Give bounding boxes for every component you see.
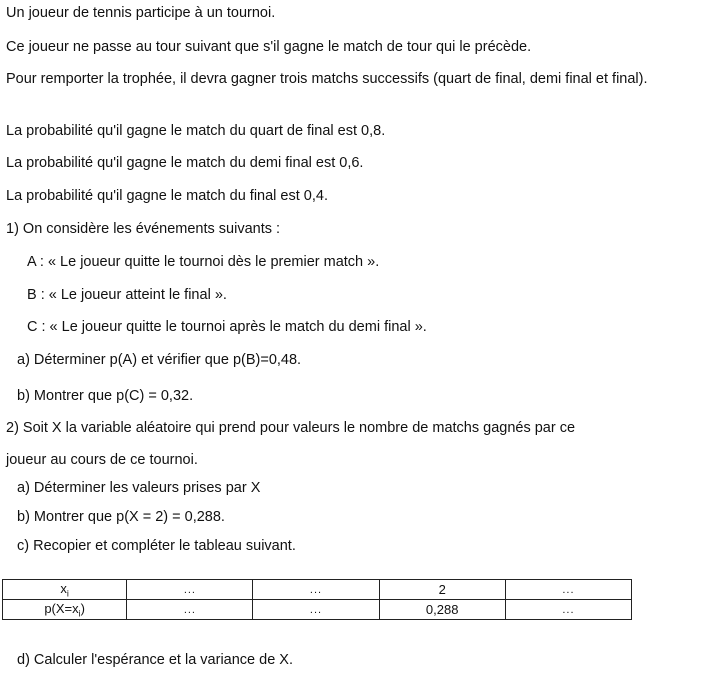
question-1-title: 1) On considère les événements suivants :	[6, 221, 281, 237]
question-2d: d) Calculer l'espérance et la variance de X.	[17, 652, 293, 668]
header-p-pre: p(X=x	[44, 600, 79, 616]
table-cell: ...	[253, 580, 379, 600]
question-1b: b) Montrer que p(C) = 0,32.	[17, 388, 194, 404]
question-2a: a) Déterminer les valeurs prises par X	[17, 480, 261, 496]
table-header-x	[3, 580, 127, 600]
probability-quarter: La probabilité qu'il gagne le match du quart de final est 0,8.	[6, 123, 386, 139]
table-row	[3, 600, 632, 620]
intro-line-1: Un joueur de tennis participe à un tournoi.	[6, 5, 276, 21]
table-header-p	[3, 600, 127, 620]
header-p-sub: i	[78, 608, 81, 619]
table-cell: ...	[505, 580, 631, 600]
table-cell: 2	[379, 580, 505, 600]
header-p-post: )	[80, 600, 85, 616]
intro-line-2: Ce joueur ne passe au tour suivant que s'il gagne le match de tour qui le précède.	[6, 39, 532, 55]
event-c: C : « Le joueur quitte le tournoi après le match du demi final ».	[27, 319, 427, 335]
question-2-title-line-1: 2) Soit X la variable aléatoire qui prend pour valeurs le nombre de matchs gagnés par ce	[6, 420, 576, 436]
table-cell: 0,288	[379, 600, 505, 620]
table-cell: ...	[127, 580, 253, 600]
probability-final: La probabilité qu'il gagne le match du final est 0,4.	[6, 188, 328, 204]
header-x-main: x	[60, 580, 67, 596]
event-a: A : « Le joueur quitte le tournoi dès le premier match ».	[27, 254, 380, 270]
event-b: B : « Le joueur atteint le final ».	[27, 287, 227, 303]
table-row	[3, 580, 632, 600]
question-1a: a) Déterminer p(A) et vérifier que p(B)=0,48.	[17, 352, 302, 368]
question-2-title-line-2: joueur au cours de ce tournoi.	[6, 452, 198, 468]
table-cell: ...	[127, 600, 253, 620]
question-2c: c) Recopier et compléter le tableau suivant.	[17, 538, 296, 554]
intro-line-3: Pour remporter la trophée, il devra gagner trois matchs successifs (quart de final, demi final et final).	[6, 71, 648, 87]
question-2b: b) Montrer que p(X = 2) = 0,288.	[17, 509, 225, 525]
probability-semi: La probabilité qu'il gagne le match du demi final est 0,6.	[6, 155, 364, 171]
probability-table	[2, 579, 632, 620]
table-cell: ...	[505, 600, 631, 620]
table-cell: ...	[253, 600, 379, 620]
header-x-sub: i	[66, 588, 69, 599]
